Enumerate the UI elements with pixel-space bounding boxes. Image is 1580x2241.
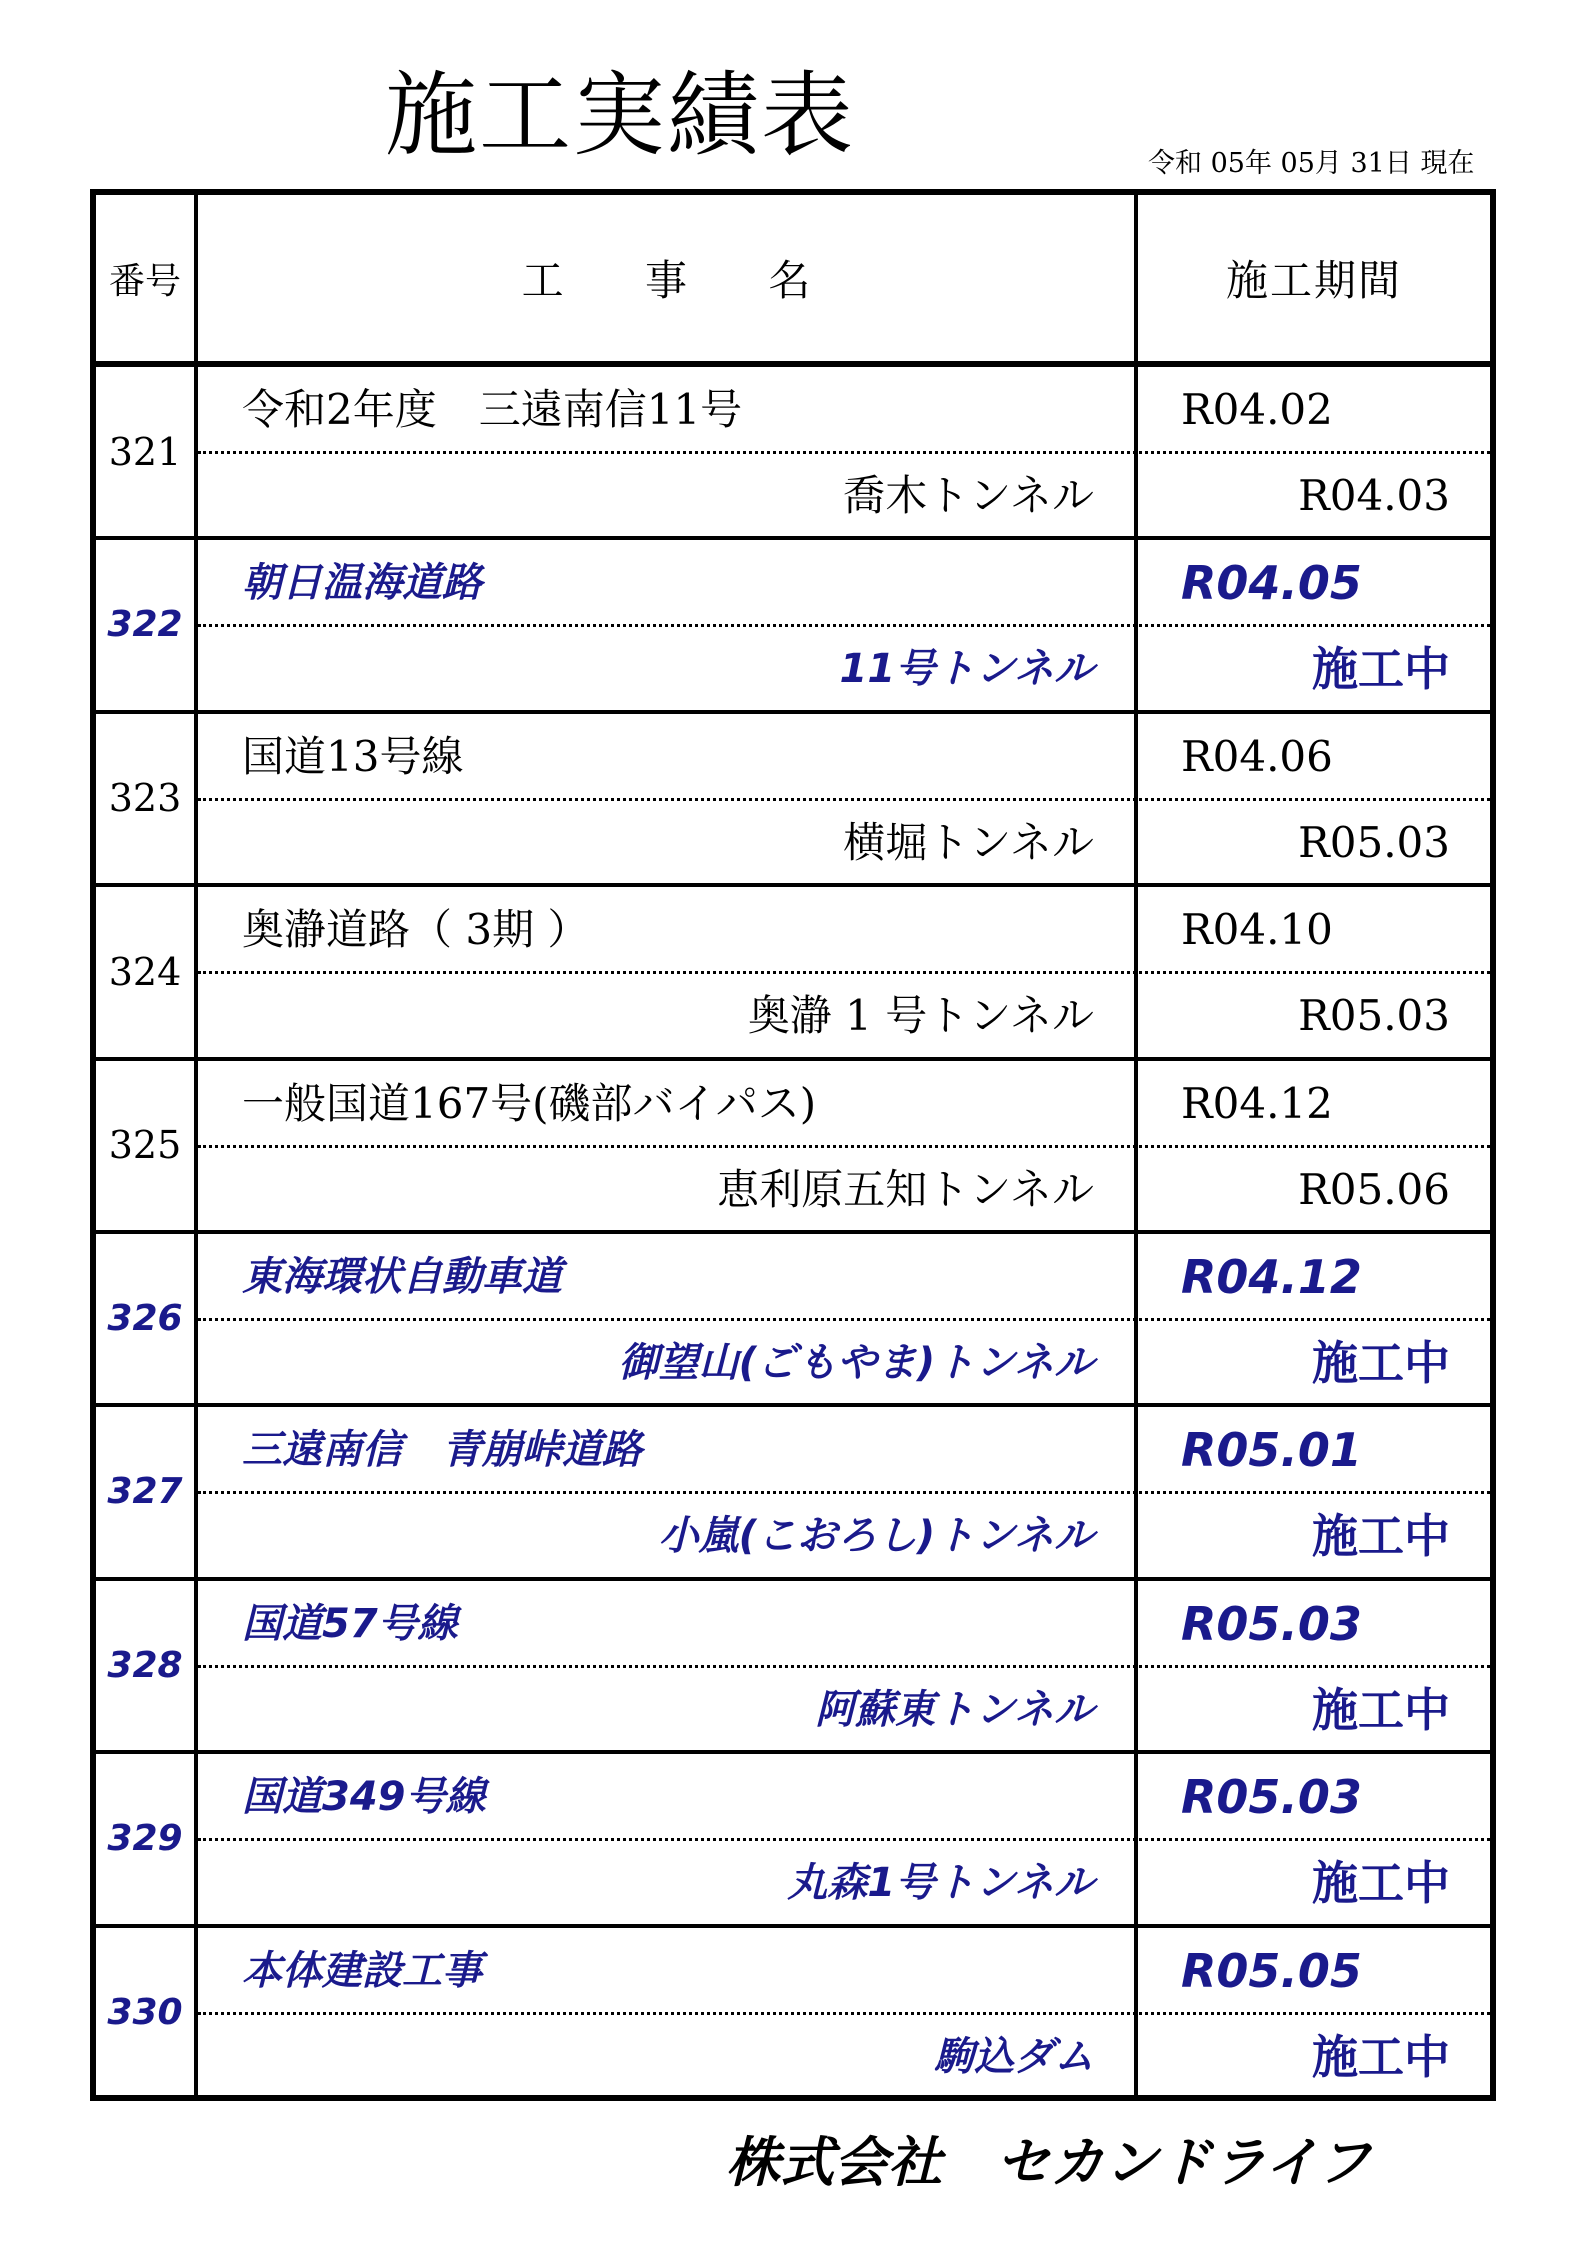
dotted-divider (198, 971, 1490, 974)
start-period: R04.12 (1181, 1249, 1362, 1304)
row-number: 325 (108, 1123, 182, 1168)
end-period: R05.03 (1298, 817, 1450, 867)
table-row (96, 1061, 1490, 1234)
start-period: R04.02 (1181, 385, 1333, 434)
row-number: 327 (107, 1471, 183, 1513)
tunnel-name: 横堀トンネル (843, 817, 1094, 867)
tunnel-name: 11号トンネル (839, 646, 1094, 693)
table-row (96, 540, 1490, 713)
table-row (96, 887, 1490, 1060)
works-table (90, 189, 1496, 2101)
start-period: R05.01 (1181, 1423, 1362, 1478)
end-period: 施工中 (1312, 2029, 1450, 2084)
project-name: 東海環状自動車道 (242, 1253, 562, 1300)
table-header (96, 195, 1490, 367)
table-row (96, 1754, 1490, 1927)
project-name: 国道57号線 (242, 1600, 458, 1647)
dotted-divider (198, 451, 1490, 454)
tunnel-name: 奥瀞 1 号トンネル (747, 991, 1094, 1041)
row-number: 321 (108, 429, 182, 474)
column-divider (194, 195, 198, 2095)
company-name: 株式会社 セカンドライフ (726, 2131, 1371, 2194)
page-title: 施工実績表 (385, 62, 856, 169)
project-name: 国道349号線 (242, 1774, 486, 1821)
end-period: R05.06 (1298, 1164, 1450, 1214)
row-number: 323 (108, 776, 182, 821)
start-period: R04.05 (1181, 556, 1362, 611)
table-row (96, 1234, 1490, 1407)
table-body (96, 367, 1490, 2101)
row-number: 329 (107, 1818, 183, 1860)
row-number: 324 (108, 949, 182, 994)
start-period: R04.06 (1181, 731, 1333, 781)
table-row (96, 714, 1490, 887)
dotted-divider (198, 798, 1490, 801)
table-row (96, 1581, 1490, 1754)
dotted-divider (198, 1665, 1490, 1668)
start-period: R05.03 (1181, 1596, 1362, 1651)
project-name: 本体建設工事 (242, 1947, 482, 1994)
tunnel-name: 駒込ダム (934, 2033, 1094, 2080)
end-period: R05.03 (1298, 991, 1450, 1041)
dotted-divider (198, 1318, 1490, 1321)
header-period: 施工期間 (1225, 256, 1402, 305)
project-name: 奥瀞道路（ 3期 ） (242, 905, 590, 955)
dotted-divider (198, 624, 1490, 627)
end-period: 施工中 (1312, 642, 1450, 697)
start-period: R04.12 (1181, 1078, 1333, 1128)
row-number: 326 (107, 1297, 183, 1339)
tunnel-name: 御望山(ごもやま)トンネル (618, 1339, 1094, 1386)
project-name: 三遠南信 青崩峠道路 (242, 1427, 642, 1474)
project-name: 朝日温海道路 (242, 560, 482, 607)
end-period: 施工中 (1312, 1856, 1450, 1911)
row-number: 328 (107, 1644, 183, 1686)
end-period: R04.03 (1298, 471, 1450, 520)
tunnel-name: 恵利原五知トンネル (717, 1164, 1094, 1214)
column-divider (1134, 195, 1138, 2095)
dotted-divider (198, 1838, 1490, 1841)
tunnel-name: 阿蘇東トンネル (815, 1686, 1094, 1733)
dotted-divider (198, 2012, 1490, 2015)
start-period: R05.03 (1181, 1770, 1362, 1825)
tunnel-name: 小嵐(こおろし)トンネル (658, 1513, 1094, 1560)
table-row (96, 1407, 1490, 1580)
project-name: 令和2年度 三遠南信11号 (242, 385, 743, 434)
as-of-date: 令和 05年 05月 31日 現在 (1148, 148, 1475, 179)
table-row (96, 1928, 1490, 2101)
row-number: 330 (107, 1991, 183, 2033)
end-period: 施工中 (1312, 1335, 1450, 1390)
row-number: 322 (107, 604, 183, 646)
start-period: R05.05 (1181, 1943, 1362, 1998)
project-name: 国道13号線 (242, 731, 464, 781)
header-project-name: 工 事 名 (521, 256, 845, 305)
project-name: 一般国道167号(磯部バイパス) (242, 1078, 817, 1128)
tunnel-name: 喬木トンネル (843, 471, 1094, 520)
tunnel-name: 丸森1号トンネル (787, 1860, 1094, 1907)
table-row (96, 367, 1490, 540)
dotted-divider (198, 1491, 1490, 1494)
dotted-divider (198, 1145, 1490, 1148)
end-period: 施工中 (1312, 1509, 1450, 1564)
start-period: R04.10 (1181, 905, 1333, 955)
header-number: 番号 (108, 260, 181, 302)
end-period: 施工中 (1312, 1682, 1450, 1737)
